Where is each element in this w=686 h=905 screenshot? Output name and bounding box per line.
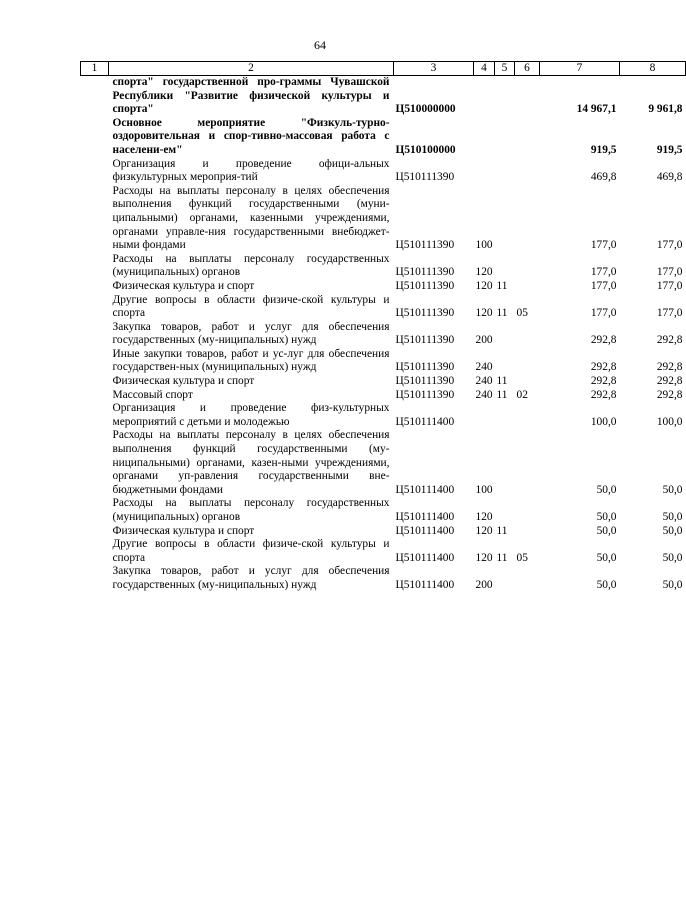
cell-section: [495, 76, 515, 117]
cell-expense-type: 200: [475, 578, 493, 591]
cell-target-code: Ц510111400: [395, 578, 455, 591]
header-cell-7: 7: [540, 62, 620, 76]
cell-section: 11: [496, 375, 508, 388]
cell-name: Расходы на выплаты персоналу в целях обеспечения выполнения функций государственными (муни-ципальными) органами, казенными учреждениями, органами управле-ния государственными внебюджет-ными фондами: [112, 184, 390, 252]
cell-empty: [81, 321, 109, 348]
cell-subsection: [515, 497, 540, 524]
cell-amount-col8: 50,0: [662, 578, 683, 591]
cell-expense-type: 120: [475, 307, 493, 320]
cell-name: Другие вопросы в области физиче-ской культуры и спорта: [112, 293, 390, 320]
cell-empty: [81, 525, 109, 539]
cell-amount-col8: 177,0: [656, 279, 683, 292]
cell-name: Организация и проведение физ-культурных мероприятий с детьми и молодежью: [112, 402, 390, 428]
cell-amount-col7: 919,5: [590, 143, 617, 156]
cell-empty: [81, 389, 109, 403]
table-row: [81, 253, 686, 280]
cell-amount-col7: 14 967,1: [576, 103, 617, 116]
cell-amount-col7: 177,0: [590, 279, 617, 292]
cell-subsection: [515, 280, 540, 294]
cell-name: Организация и проведение офици-альных физкультурных мероприя-тий: [112, 157, 390, 184]
cell-amount-col7: 50,0: [596, 524, 617, 537]
cell-target-code: Ц510111400: [395, 524, 455, 537]
cell-amount-col8: 919,5: [656, 143, 683, 156]
cell-subsection: [515, 348, 540, 375]
cell-empty: [81, 185, 109, 253]
table-row: [81, 497, 686, 524]
cell-expense-type: [474, 117, 495, 158]
cell-name: Закупка товаров, работ и услуг для обеспечения государственных (му-ниципальных) нужд: [112, 320, 390, 347]
cell-subsection: [515, 565, 540, 592]
cell-target-code: Ц510111390: [395, 361, 455, 374]
table-row: [81, 565, 686, 592]
cell-amount-col8: 292,8: [656, 334, 683, 347]
cell-target-code: Ц510111390: [395, 279, 455, 292]
table-row: [81, 76, 686, 117]
cell-section: 11: [496, 388, 508, 401]
cell-amount-col8: 177,0: [656, 307, 683, 320]
cell-name: Закупка товаров, работ и услуг для обеспечения государственных (му-ниципальных) нужд: [112, 565, 390, 591]
cell-section: [495, 117, 515, 158]
cell-subsection: [515, 76, 540, 117]
cell-amount-col7: 177,0: [590, 307, 617, 320]
cell-expense-type: [474, 402, 495, 429]
cell-target-code: Ц510111390: [395, 266, 455, 279]
cell-section: [495, 565, 515, 592]
cell-expense-type: [474, 76, 495, 117]
cell-name: Иные закупки товаров, работ и ус-луг для обеспечения государствен-ных (муниципальных) нужд: [112, 347, 390, 374]
cell-subsection: [515, 253, 540, 280]
cell-expense-type: 240: [475, 388, 493, 401]
cell-target-code: Ц510111400: [395, 511, 455, 523]
cell-empty: [81, 497, 109, 524]
cell-expense-type: 100: [475, 239, 493, 252]
cell-name: Физическая культура и спорт: [112, 279, 255, 292]
table-header: [81, 62, 686, 76]
table-body: [81, 76, 686, 593]
cell-empty: [81, 375, 109, 389]
cell-empty: [81, 253, 109, 280]
cell-section: [495, 402, 515, 429]
cell-amount-col7: 292,8: [590, 388, 617, 401]
cell-amount-col8: 50,0: [662, 483, 683, 496]
cell-section: [495, 253, 515, 280]
cell-amount-col7: 469,8: [590, 171, 617, 184]
cell-section: [495, 321, 515, 348]
table-row: [81, 294, 686, 321]
cell-amount-col7: 292,8: [590, 375, 617, 388]
cell-target-code: Ц510111400: [395, 415, 455, 428]
cell-amount-col7: 177,0: [590, 239, 617, 252]
cell-name: Другие вопросы в области физиче-ской культуры и спорта: [112, 538, 390, 564]
cell-name: спорта" государственной про-граммы Чувашской Республики "Развитие физической культуры и спорта": [112, 76, 390, 116]
table-row: [81, 321, 686, 348]
header-cell-5: 5: [495, 62, 515, 76]
cell-subsection: [515, 321, 540, 348]
cell-empty: [81, 280, 109, 294]
cell-amount-col7: 50,0: [596, 483, 617, 496]
budget-table: [80, 61, 686, 593]
cell-subsection: 05: [516, 551, 528, 564]
cell-subsection: 05: [516, 307, 528, 320]
cell-name: Расходы на выплаты персоналу государственных (муниципальных) органов: [112, 252, 390, 279]
cell-amount-col8: 50,0: [662, 524, 683, 537]
cell-empty: [81, 117, 109, 158]
cell-empty: [81, 565, 109, 592]
cell-empty: [81, 158, 109, 185]
cell-amount-col7: 50,0: [596, 551, 617, 564]
cell-expense-type: 200: [475, 334, 493, 347]
cell-subsection: [515, 429, 540, 497]
cell-amount-col8: 100,0: [656, 415, 683, 428]
cell-amount-col8: 292,8: [656, 375, 683, 388]
table-row: [81, 117, 686, 158]
cell-amount-col8: 292,8: [656, 388, 683, 401]
cell-section: [495, 348, 515, 375]
cell-target-code: Ц510100000: [395, 143, 456, 156]
cell-subsection: [515, 402, 540, 429]
cell-section: [495, 429, 515, 497]
cell-empty: [81, 429, 109, 497]
cell-expense-type: 120: [475, 524, 493, 537]
cell-section: 11: [496, 307, 508, 320]
cell-amount-col8: 50,0: [662, 511, 683, 523]
cell-target-code: Ц510111390: [395, 388, 455, 401]
cell-empty: [81, 348, 109, 375]
cell-target-code: Ц510111390: [395, 375, 455, 388]
header-cell-3: 3: [394, 62, 474, 76]
cell-target-code: Ц510111400: [395, 551, 455, 564]
table-row: [81, 158, 686, 185]
cell-amount-col8: 177,0: [656, 239, 683, 252]
cell-target-code: Ц510111400: [395, 483, 455, 496]
cell-empty: [81, 294, 109, 321]
cell-expense-type: 120: [475, 511, 493, 523]
cell-amount-col7: 177,0: [590, 266, 617, 279]
cell-amount-col7: 292,8: [590, 334, 617, 347]
table-row: [81, 389, 686, 403]
table-row: [81, 402, 686, 429]
cell-amount-col8: 469,8: [656, 171, 683, 184]
cell-section: [495, 185, 515, 253]
cell-expense-type: 240: [475, 375, 493, 388]
cell-subsection: [515, 375, 540, 389]
cell-expense-type: 120: [475, 266, 493, 279]
cell-name: Массовый спорт: [112, 388, 193, 401]
cell-name: Расходы на выплаты персоналу государственных (муниципальных) органов: [112, 497, 390, 523]
cell-section: [495, 497, 515, 524]
header-cell-1: 1: [81, 62, 109, 76]
cell-name: Основное мероприятие "Физкуль-турно-оздоровительная и спор-тивно-массовая работа с населени-ем": [112, 116, 390, 156]
cell-subsection: [515, 158, 540, 185]
cell-expense-type: 120: [475, 551, 493, 564]
header-cell-2: 2: [109, 62, 394, 76]
cell-amount-col8: 292,8: [656, 361, 683, 374]
table-row: [81, 280, 686, 294]
table-row: [81, 525, 686, 539]
table-row: [81, 538, 686, 565]
cell-expense-type: [474, 158, 495, 185]
cell-expense-type: 240: [475, 361, 493, 374]
header-cell-6: 6: [515, 62, 540, 76]
cell-empty: [81, 76, 109, 117]
cell-amount-col8: 9 961,8: [648, 103, 683, 116]
cell-subsection: [515, 117, 540, 158]
table-row: [81, 185, 686, 253]
page-number: 64: [314, 38, 326, 52]
cell-target-code: Ц510111390: [395, 334, 455, 347]
cell-section: [495, 158, 515, 185]
header-cell-8: 8: [620, 62, 686, 76]
cell-target-code: Ц510111390: [395, 307, 455, 320]
cell-target-code: Ц510111390: [395, 239, 455, 252]
cell-subsection: [515, 525, 540, 539]
cell-expense-type: 100: [475, 483, 493, 496]
cell-expense-type: 120: [475, 279, 493, 292]
cell-subsection: 02: [516, 388, 528, 401]
cell-target-code: Ц510111390: [395, 171, 455, 184]
cell-section: 11: [496, 279, 508, 292]
cell-amount-col7: 50,0: [596, 578, 617, 591]
table-row: [81, 429, 686, 497]
cell-empty: [81, 538, 109, 565]
cell-target-code: Ц510000000: [395, 103, 456, 116]
cell-subsection: [515, 185, 540, 253]
header-cell-4: 4: [474, 62, 495, 76]
cell-amount-col7: 292,8: [590, 361, 617, 374]
cell-amount-col8: 50,0: [662, 551, 683, 564]
cell-name: Физическая культура и спорт: [112, 375, 255, 388]
cell-amount-col7: 50,0: [596, 511, 617, 523]
cell-amount-col8: 177,0: [656, 266, 683, 279]
cell-empty: [81, 402, 109, 429]
cell-section: 11: [496, 524, 508, 537]
cell-section: 11: [496, 551, 508, 564]
cell-amount-col7: 100,0: [590, 415, 617, 428]
cell-name: Расходы на выплаты персоналу в целях обеспечения выполнения функций государственными (му-ниципальными) органами, казен-ными учреждениями, органами уп-равления государственными вне-бюджетными фондами: [112, 429, 390, 496]
table-row: [81, 375, 686, 389]
table-row: [81, 348, 686, 375]
cell-name: Физическая культура и спорт: [112, 524, 255, 537]
